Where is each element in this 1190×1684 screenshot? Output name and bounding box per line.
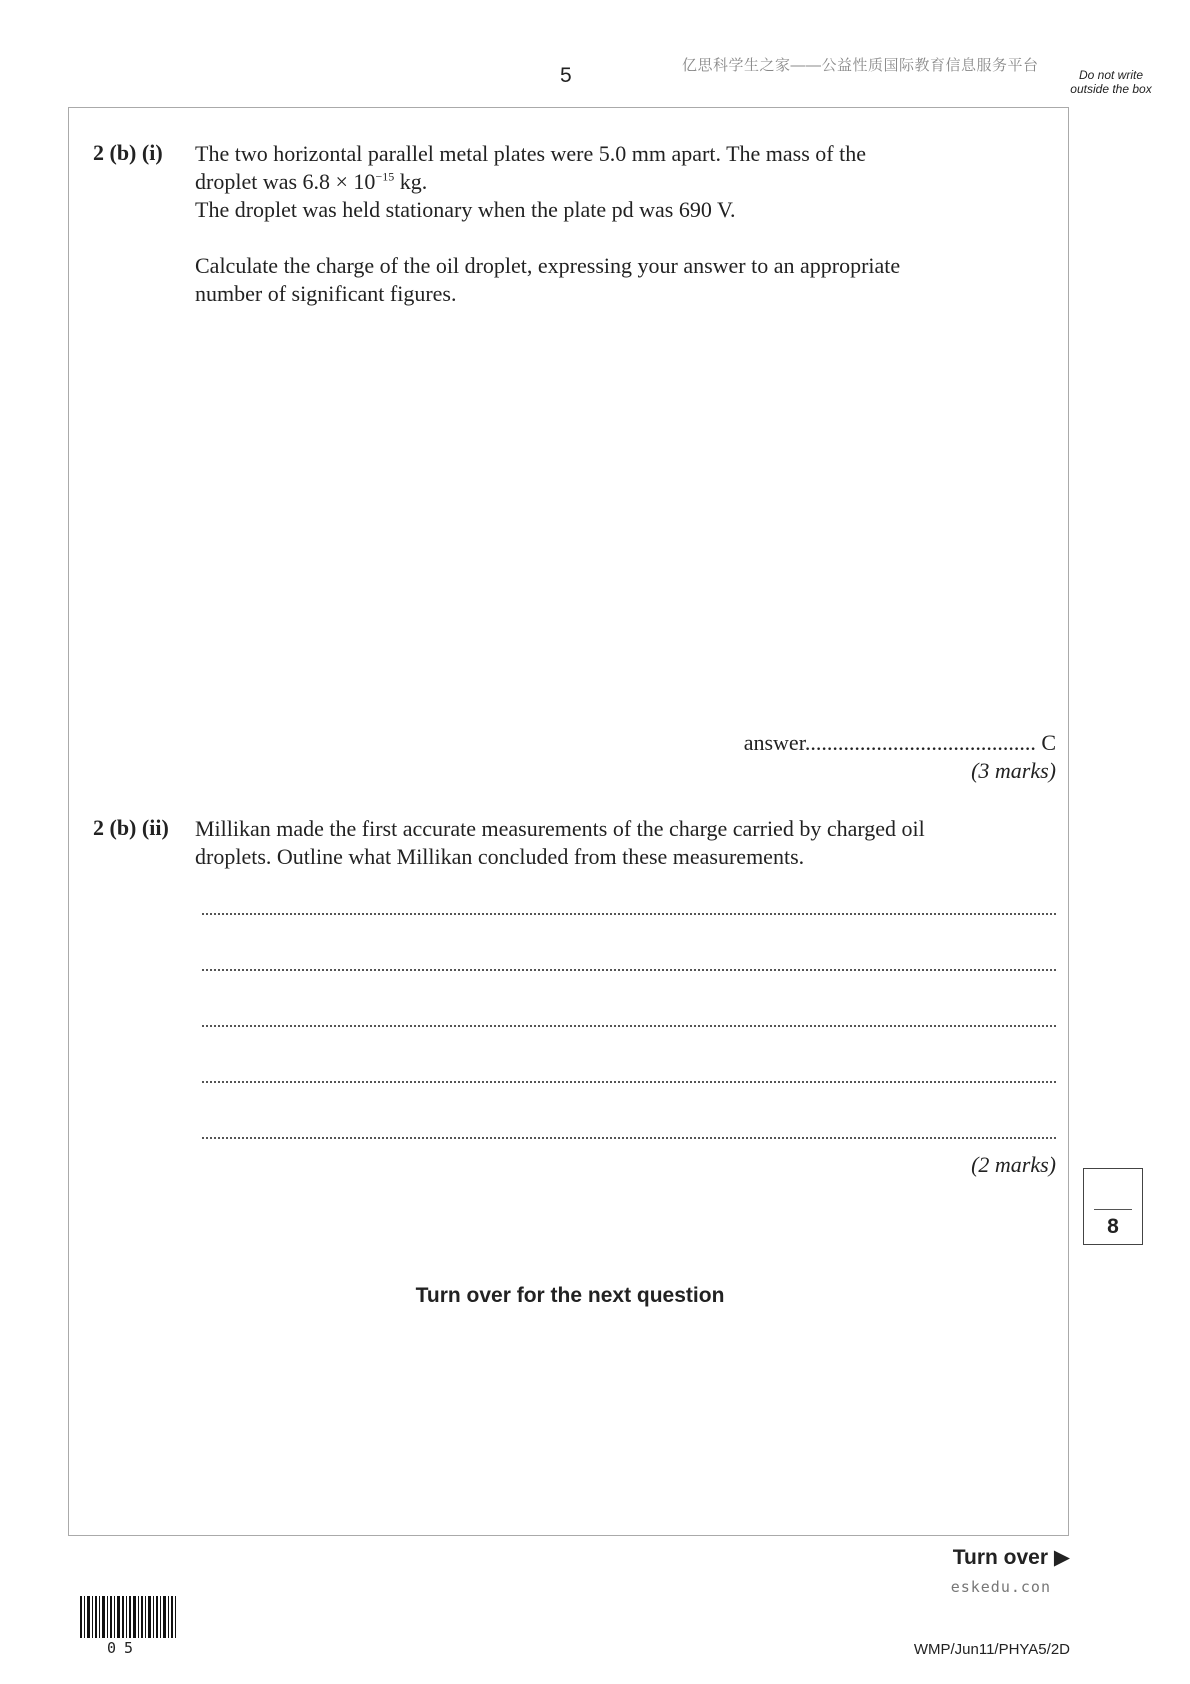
barcode-icon [80,1596,176,1638]
score-rule [1094,1209,1132,1210]
marks-2bi: (3 marks) [971,758,1056,783]
question-line: Millikan made the first accurate measurements of the charge carried by charged oil [195,816,925,841]
answer-line[interactable] [202,913,1056,915]
question-line-part: kg. [394,169,428,194]
question-line: number of significant figures. [195,281,457,306]
question-line: droplets. Outline what Millikan concluded from these measurements. [195,844,805,869]
margin-note: Do not write outside the box [1070,68,1152,96]
answer-line[interactable] [202,1025,1056,1027]
answer-line[interactable] [202,1081,1056,1083]
answer-unit: C [1041,730,1056,755]
answer-field[interactable] [600,730,1056,756]
answer-dots: .......................................... [804,730,1036,755]
answer-line[interactable] [202,969,1056,971]
exponent: −15 [375,169,395,184]
question-line-part: droplet was 6.8 × 10 [195,169,376,194]
site-watermark: eskedu.con [950,1578,1051,1596]
answer-label: answer [743,730,805,755]
question-line: Calculate the charge of the oil droplet, expressing your answer to an appropriate [195,253,901,278]
question-number-2bii: 2 (b) (ii) [93,815,169,840]
barcode-digits: 05 [107,1639,142,1657]
watermark: 亿思科学生之家——公益性质国际教育信息服务平台 [682,57,1039,74]
page-number: 5 [560,64,572,87]
question-line: The droplet was held stationary when the plate pd was 690 V. [195,197,736,222]
question-text-2bii [195,815,995,871]
question-line [195,168,995,196]
turn-over: Turn over ▶ [952,1546,1070,1569]
question-text-2bi [195,140,995,308]
score-value: 8 [1107,1215,1119,1238]
question-number-2bi: 2 (b) (i) [93,140,163,165]
question-line: The two horizontal parallel metal plates were 5.0 mm apart. The mass of the [195,141,866,166]
paper-reference: WMP/Jun11/PHYA5/2D [913,1641,1070,1658]
marks-2bii: (2 marks) [971,1152,1056,1177]
turn-over-next-question: Turn over for the next question [415,1284,725,1307]
score-box [1083,1168,1143,1245]
answer-line[interactable] [202,1137,1056,1139]
